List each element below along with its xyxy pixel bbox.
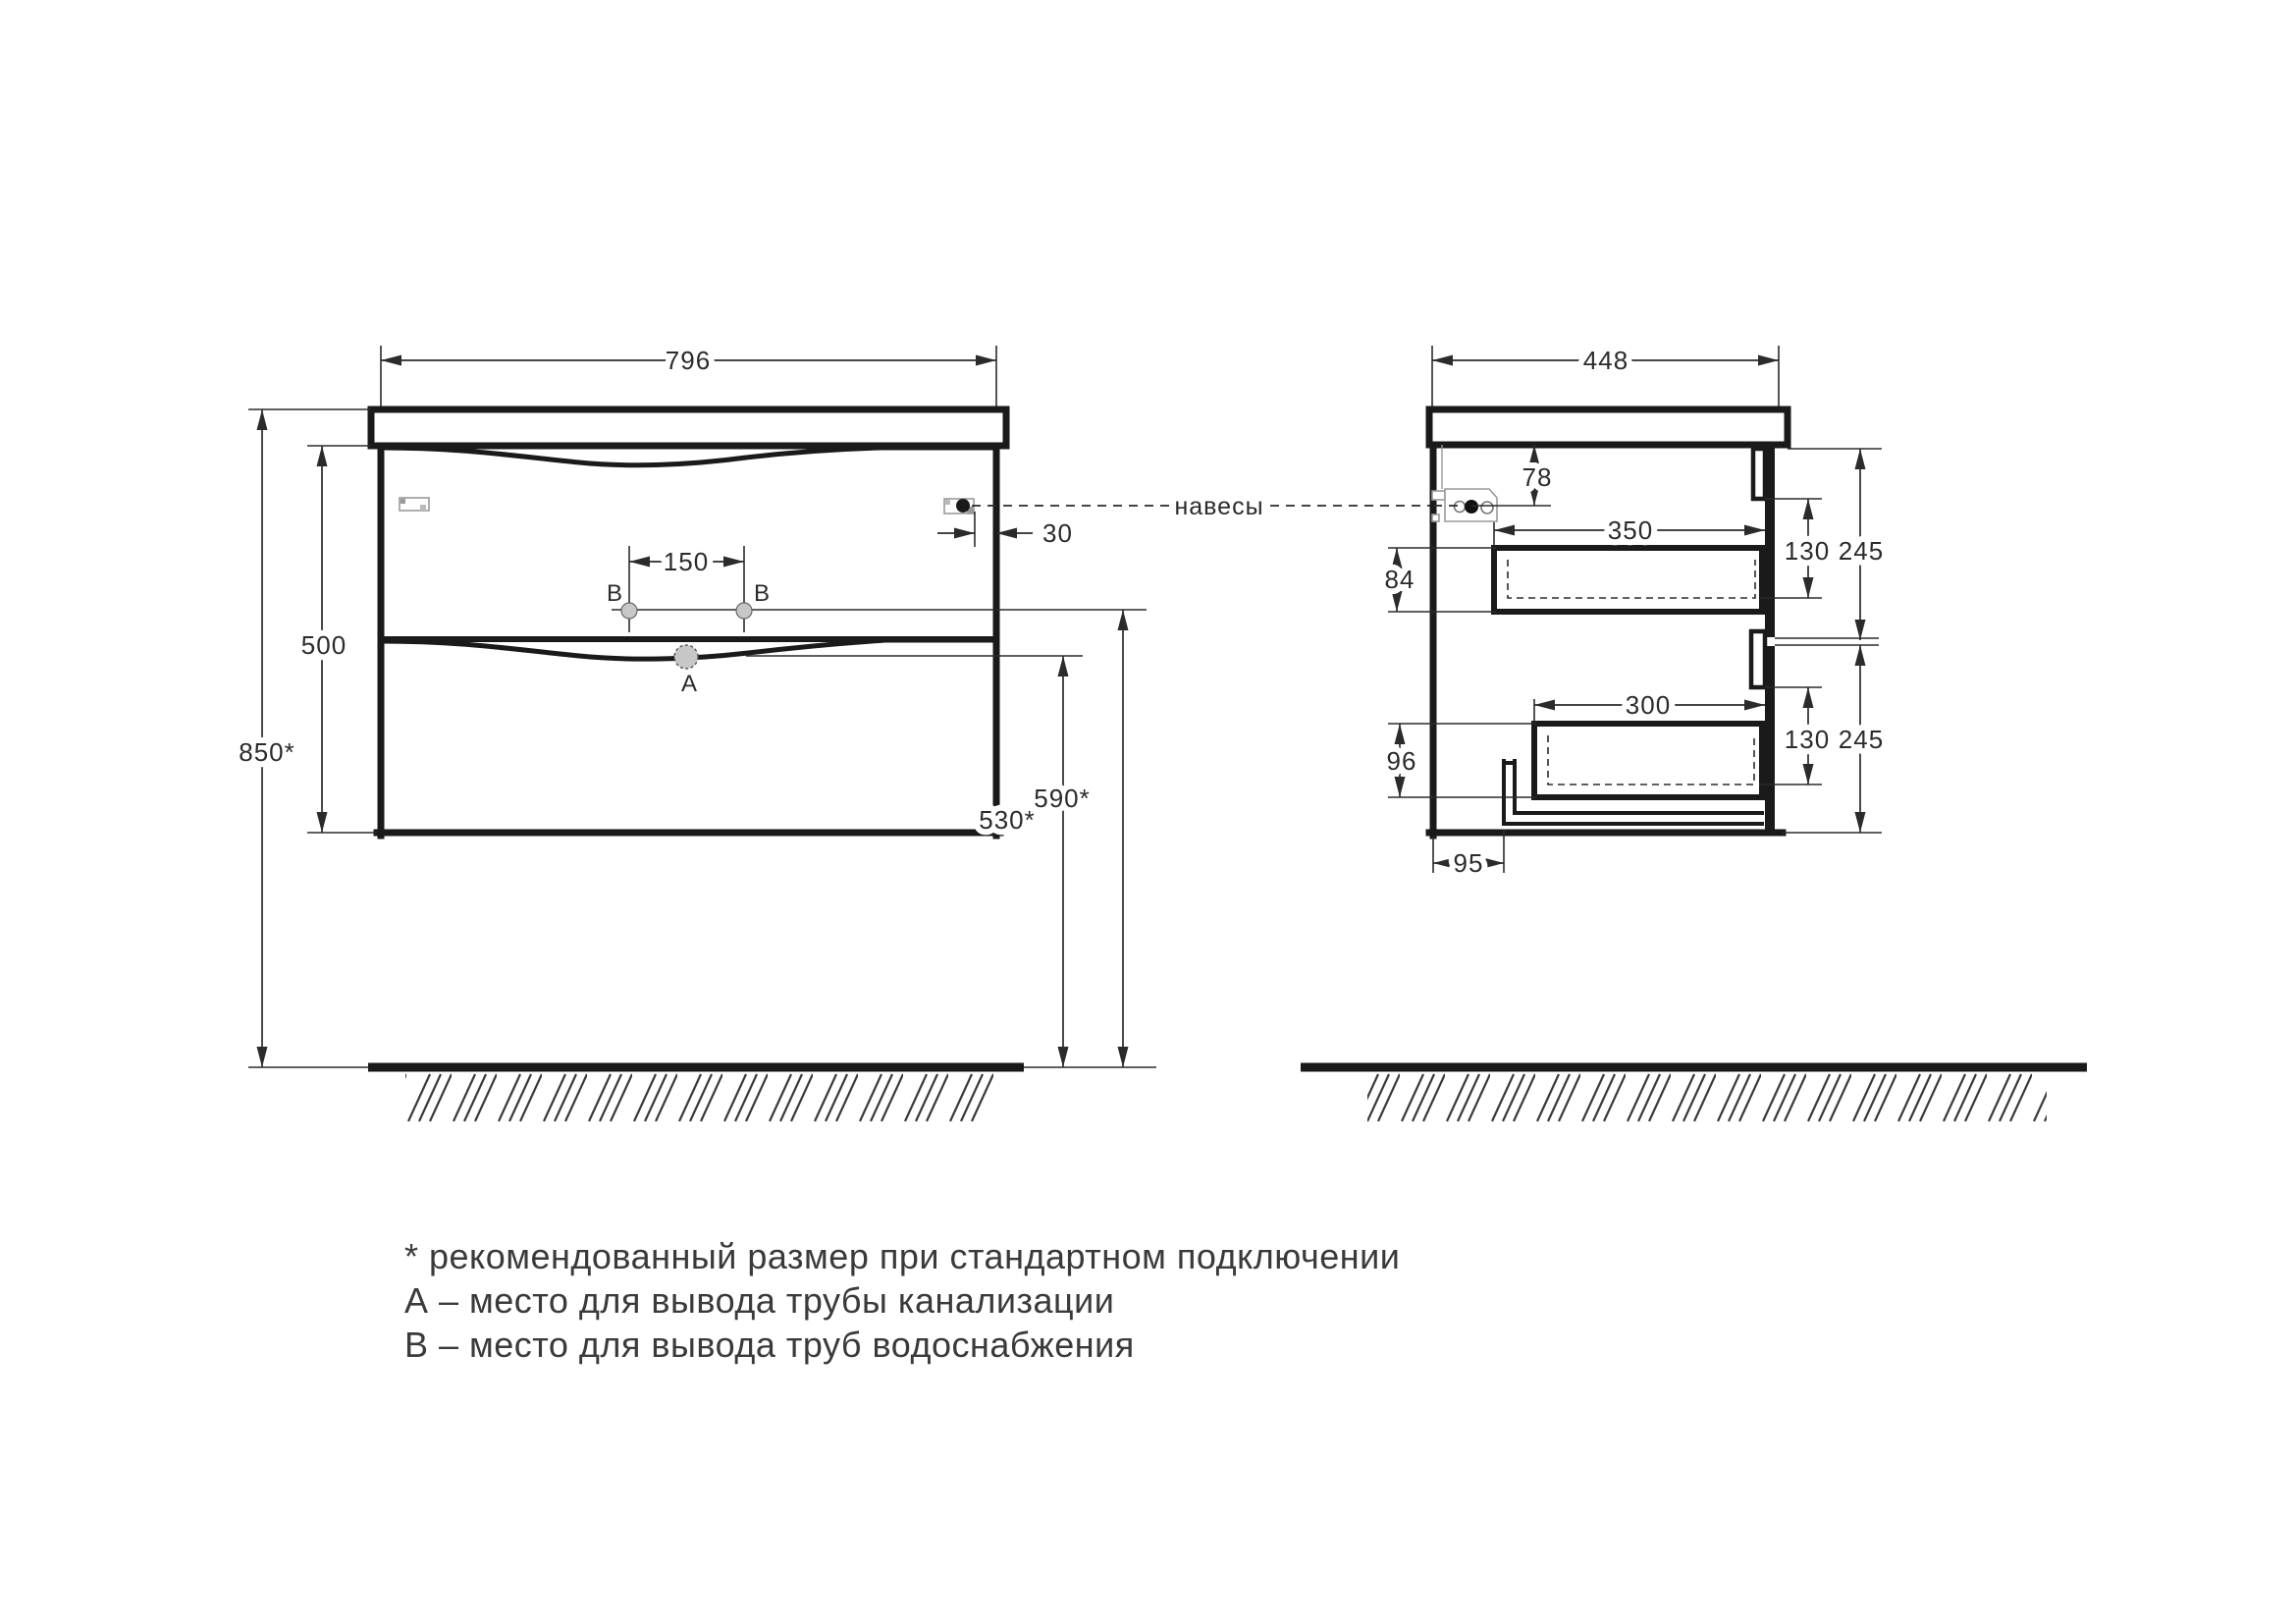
water-hole-right xyxy=(736,603,752,619)
dim-depth-448 xyxy=(1432,346,1779,407)
dim-label-500: 500 xyxy=(300,630,347,660)
dim-label-84: 84 xyxy=(1384,565,1415,594)
dim-label-350: 350 xyxy=(1607,515,1654,545)
dim-front1-245 xyxy=(1839,449,1884,640)
dim-label-590: 590* xyxy=(1034,784,1091,813)
dim-drain-height-530 xyxy=(979,656,1063,1067)
drawer2-handle-profile xyxy=(1751,631,1765,687)
ground-front xyxy=(248,1067,1156,1122)
dim-label-300: 300 xyxy=(1625,690,1672,720)
dim-label-448: 448 xyxy=(1582,346,1629,375)
dim-label-30: 30 xyxy=(1042,518,1073,548)
dim-label-78: 78 xyxy=(1522,462,1553,492)
label-b-left: В xyxy=(606,580,623,607)
bracket-fix-dot xyxy=(1465,500,1478,514)
dim-label-130-bottom: 130 xyxy=(1784,725,1831,754)
side-view xyxy=(1301,346,2087,1122)
label-a: А xyxy=(680,671,698,697)
legend-note-a: А – место для вывода трубы канализации xyxy=(404,1280,1115,1321)
cabinet-body-front xyxy=(377,446,1000,836)
dim-drawer1-depth-350 xyxy=(1494,515,1765,546)
floor-hatch-side xyxy=(1367,1071,2047,1122)
dim-label-245-top: 245 xyxy=(1838,536,1885,566)
dim-pipe-offset-95 xyxy=(1433,830,1504,878)
dim-water-height-590 xyxy=(1034,610,1123,1067)
countertop-front xyxy=(371,409,1006,446)
dim-front2-130 xyxy=(1785,687,1830,785)
label-b-right: В xyxy=(753,580,771,607)
floor-hatch-front xyxy=(405,1071,994,1122)
drawer1-wave-front xyxy=(381,448,996,465)
dim-hanger-drop-78 xyxy=(1522,445,1553,506)
drawer1-handle-profile xyxy=(1753,449,1765,499)
dim-hanger-inset-30 xyxy=(937,512,1073,548)
hangers-callout xyxy=(972,493,1433,520)
countertop-side xyxy=(1429,409,1788,445)
front-view xyxy=(239,346,1156,1122)
dim-label-530: 530* xyxy=(979,805,1036,835)
hanger-icon-left xyxy=(400,498,429,511)
dim-drawer2-depth-300 xyxy=(1534,690,1765,722)
drain-hole xyxy=(674,645,698,669)
hangers-callout-label: навесы xyxy=(1174,493,1264,520)
drawer2-box xyxy=(1534,724,1762,797)
dim-label-796: 796 xyxy=(665,346,712,375)
dim-label-245-bottom: 245 xyxy=(1838,725,1885,754)
dim-drawer1-height-84 xyxy=(1385,548,1496,612)
ground-side xyxy=(1301,1067,2087,1122)
dim-label-96: 96 xyxy=(1386,746,1417,776)
dim-label-130-top: 130 xyxy=(1784,536,1831,566)
legend-note-b: В – место для вывода труб водоснабжения xyxy=(404,1325,1135,1365)
dim-label-850: 850* xyxy=(239,737,295,767)
water-supply-points xyxy=(607,546,1147,632)
dim-label-95: 95 xyxy=(1453,848,1484,878)
dim-front2-245 xyxy=(1839,645,1884,833)
dim-total-height-850 xyxy=(239,409,371,1067)
water-hole-left xyxy=(621,603,637,619)
dim-front1-130 xyxy=(1785,499,1830,598)
hanger-icon-right xyxy=(944,499,974,514)
legend-note-asterisk: * рекомендованный размер при стандартном подключении xyxy=(404,1236,1401,1276)
drawer1-box xyxy=(1494,548,1762,612)
legend xyxy=(404,1236,1400,1365)
hanger-point-dot xyxy=(956,499,970,513)
dim-label-150: 150 xyxy=(663,547,710,576)
dim-cabinet-height-500 xyxy=(301,446,377,833)
